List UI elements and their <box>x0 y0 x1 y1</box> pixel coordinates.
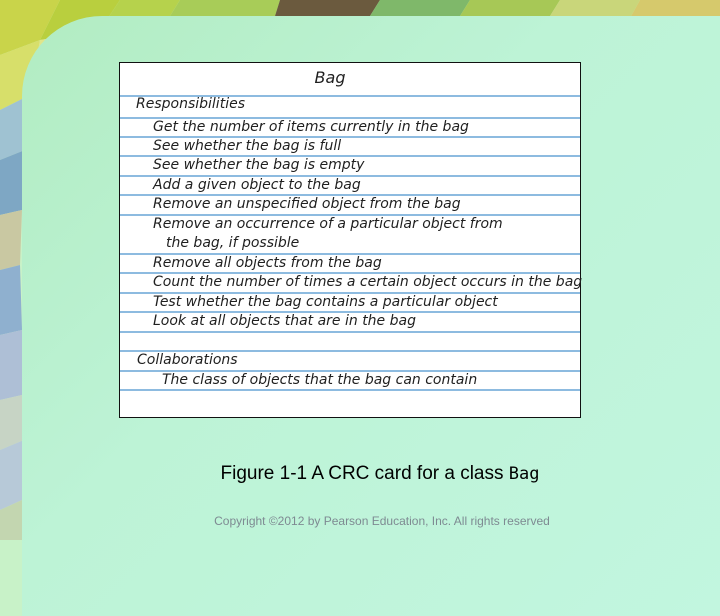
card-rule <box>120 331 580 333</box>
responsibilities-heading: Responsibilities <box>136 96 245 112</box>
responsibility-item: Remove an occurrence of a particular object from <box>153 216 503 232</box>
responsibility-item: Get the number of items currently in the bag <box>153 119 469 135</box>
responsibility-item: Test whether the bag contains a particular object <box>153 294 498 310</box>
caption-class-name: Bag <box>508 464 540 484</box>
responsibility-item: Count the number of times a certain object occurs in the bag <box>153 274 583 290</box>
copyright-notice: Copyright ©2012 by Pearson Education, Inc. All rights reserved <box>214 514 550 528</box>
figure-caption <box>0 463 720 485</box>
responsibility-item: the bag, if possible <box>166 235 300 251</box>
responsibility-item: Remove all objects from the bag <box>153 255 382 271</box>
card-rule <box>120 389 580 391</box>
responsibility-item: See whether the bag is empty <box>153 157 365 173</box>
collaborations-heading: Collaborations <box>137 352 238 368</box>
collaboration-item: The class of objects that the bag can contain <box>162 372 478 388</box>
caption-text: Figure 1-1 A CRC card for a class <box>220 463 509 484</box>
card-title: Bag <box>314 68 346 87</box>
responsibility-item: Add a given object to the bag <box>153 177 361 193</box>
crc-card <box>119 62 581 418</box>
responsibility-item: See whether the bag is full <box>153 138 342 154</box>
responsibility-item: Remove an unspecified object from the bag <box>153 196 461 212</box>
responsibility-item: Look at all objects that are in the bag <box>153 313 416 329</box>
